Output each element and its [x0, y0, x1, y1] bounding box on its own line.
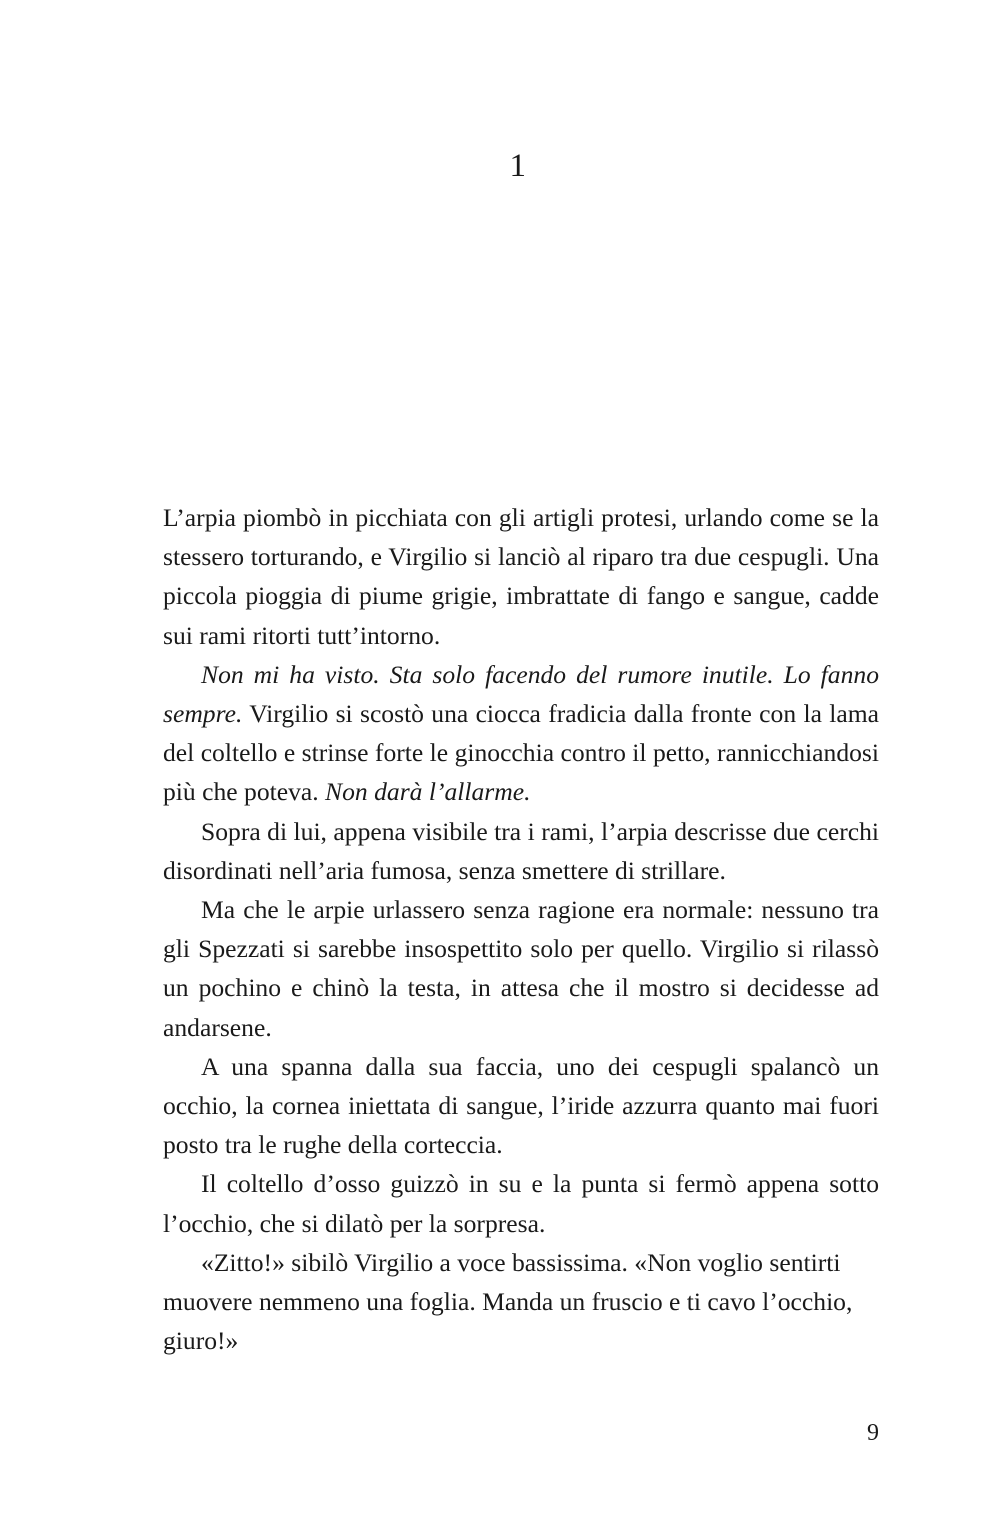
- paragraph: [163, 498, 879, 655]
- paragraph: [163, 812, 879, 890]
- text-run: Il coltello d’osso guizzò in su e la punta si fermò appena sotto l’occhio, che si dilatò per la sorpresa.: [163, 1169, 879, 1238]
- text-run: Sopra di lui, appena visibile tra i rami, l’arpia descrisse due cerchi disordinati nell’aria fumosa, senza smettere di strillare.: [163, 816, 879, 885]
- text-run: L’arpia piombò in picchiata con gli artigli protesi, urlando come se la stessero torturando, e Virgilio si lanciò al riparo tra due cespugli. Una piccola pioggia di piume grigie, imbrattate di fango e sangue, cadde sui rami ritorti tutt’intorno.: [163, 503, 879, 650]
- paragraph: [163, 1164, 879, 1242]
- paragraph: [163, 890, 879, 1047]
- paragraph: [163, 1243, 879, 1361]
- italic-text-run: Non mi ha visto. Sta solo facendo del rumore inutile. Lo fanno sempre.: [163, 659, 879, 729]
- italic-text-run: Non darà l’allarme.: [325, 777, 531, 807]
- text-run: A una spanna dalla sua faccia, uno dei cespugli spalancò un occhio, la cornea iniettata di sangue, l’iride azzurra quanto mai fuori posto tra le rughe della corteccia.: [163, 1051, 879, 1160]
- text-run: Virgilio si scostò una ciocca fradicia dalla fronte con la lama del coltello e strinse forte le ginocchia contro il petto, rannicchiandosi più che poteva.: [163, 699, 879, 807]
- text-run: «Zitto!» sibilò Virgilio a voce bassissima. «Non voglio sentirti muovere nemmeno una foglia. Manda un fruscio e ti cavo l’occhio, giuro!»: [163, 1247, 853, 1356]
- text-run: Ma che le arpie urlassero senza ragione era normale: nessuno tra gli Spezzati si sarebbe insospettito solo per quello. Virgilio si rilassò un pochino e chinò la testa, in attesa che il mostro si decidesse ad andarsene.: [163, 895, 879, 1042]
- body-text-block: [163, 498, 879, 1360]
- paragraph: [163, 1047, 879, 1165]
- paragraph: [163, 655, 879, 812]
- chapter-number: 1: [509, 148, 527, 184]
- page-number-folio: 9: [867, 1420, 879, 1446]
